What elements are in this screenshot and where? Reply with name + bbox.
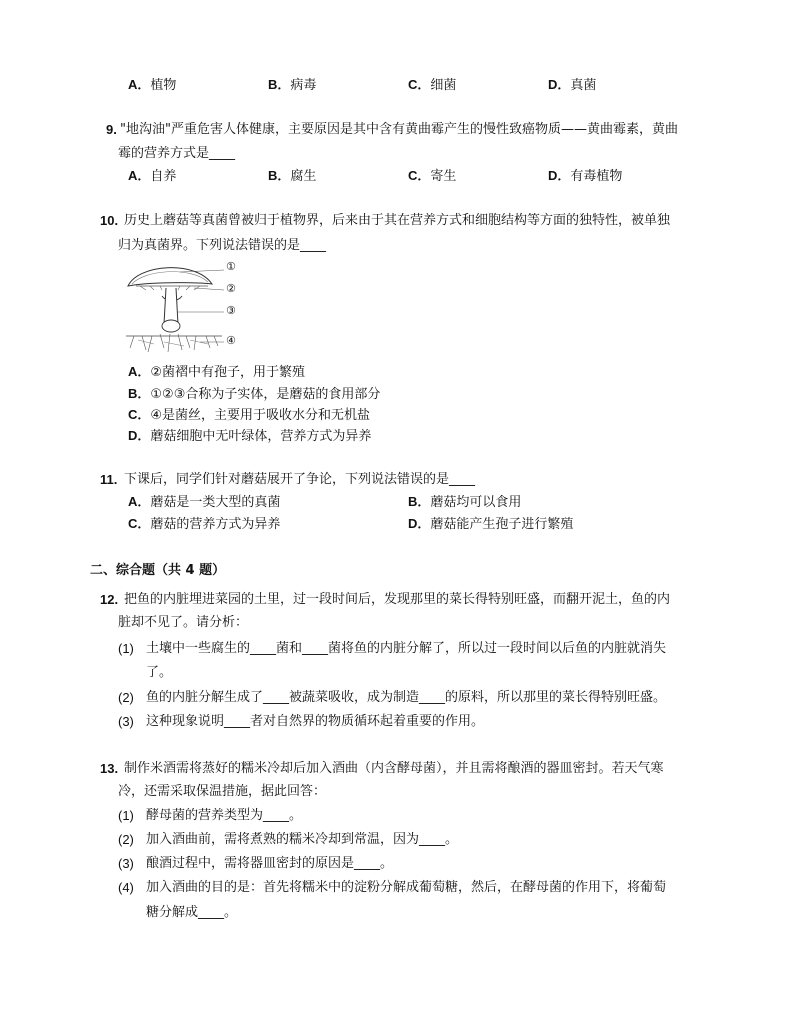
q11-option-d: D．蘑菇能产生孢子进行繁殖 xyxy=(408,516,574,532)
q10-option-d: D．蘑菇细胞中无叶绿体，营养方式为异养 xyxy=(128,428,372,444)
subquestion-number: (1) xyxy=(118,808,134,823)
q9-option-b: B．腐生 xyxy=(268,168,317,184)
subquestion-text: 土壤中一些腐生的____菌和____菌将鱼的内脏分解了，所以过一段时间以后鱼的内脏就消失 xyxy=(146,641,667,656)
section-heading: 二、综合题（共 4 题） xyxy=(90,563,226,578)
subquestion-text: 加入酒曲的目的是：首先将糯米中的淀粉分解成葡萄糖，然后，在酵母菌的作用下，将葡萄 xyxy=(146,880,667,895)
subquestion-text: 糖分解成____。 xyxy=(146,905,238,920)
subquestion-number: (1) xyxy=(118,641,134,656)
question-text: 霉的营养方式是____ xyxy=(118,146,236,161)
question-text: 脏却不见了。请分析： xyxy=(118,615,249,630)
subquestion-number: (3) xyxy=(118,856,134,871)
label-1: ① xyxy=(226,260,236,273)
question-text: 下课后，同学们针对蘑菇展开了争论，下列说法错误的是____ xyxy=(124,472,476,487)
q8-option-c: C．细菌 xyxy=(408,77,457,93)
subquestion-text: 酿酒过程中，需将器皿密封的原因是____。 xyxy=(146,856,394,871)
q8-option-d: D．真菌 xyxy=(548,77,597,93)
q10-option-b: B．①②③合称为子实体，是蘑菇的食用部分 xyxy=(128,386,381,402)
subquestion-text: 加入酒曲前，需将煮熟的糯米冷却到常温，因为____。 xyxy=(146,832,459,847)
label-2: ② xyxy=(226,282,236,295)
q11-option-b: B．蘑菇均可以食用 xyxy=(408,494,522,510)
question-text: 归为真菌界。下列说法错误的是____ xyxy=(118,238,327,253)
label-4: ④ xyxy=(226,334,236,347)
q9-option-c: C．寄生 xyxy=(408,168,457,184)
q10-option-a: A．②菌褶中有孢子，用于繁殖 xyxy=(128,364,306,380)
subquestion-text: 这种现象说明____者对自然界的物质循环起着重要的作用。 xyxy=(146,714,485,729)
subquestion-text: 鱼的内脏分解生成了____被蔬菜吸收，成为制造____的原料，所以那里的菜长得特别旺盛。 xyxy=(146,690,667,705)
subquestion-text: 酵母菌的营养类型为____。 xyxy=(146,808,303,823)
mushroom-diagram xyxy=(124,258,244,354)
q10-option-c: C．④是菌丝，主要用于吸收水分和无机盐 xyxy=(128,407,371,423)
q8-option-a: A．植物 xyxy=(128,77,177,93)
question-number: 9. xyxy=(106,122,117,137)
question-text: 历史上蘑菇等真菌曾被归于植物界，后来由于其在营养方式和细胞结构等方面的独特性，被单独 xyxy=(124,213,671,228)
question-text: 制作米酒需将蒸好的糯米冷却后加入酒曲（内含酵母菌），并且需将酿酒的器皿密封。若天气寒 xyxy=(124,761,664,776)
subquestion-number: (4) xyxy=(118,880,134,895)
q11-option-a: A．蘑菇是一类大型的真菌 xyxy=(128,494,281,510)
subquestion-number: (3) xyxy=(118,714,134,729)
subquestion-number: (2) xyxy=(118,832,134,847)
question-text: 冷，还需采取保温措施，据此回答： xyxy=(118,784,327,799)
q9-option-a: A．自养 xyxy=(128,168,177,184)
question-number: 12. xyxy=(100,592,119,607)
question-number: 13. xyxy=(100,761,119,776)
question-text: 把鱼的内脏埋进菜园的土里，过一段时间后，发现那里的菜长得特别旺盛，而翻开泥土，鱼的内 xyxy=(124,592,671,607)
subquestion-text: 了。 xyxy=(146,665,173,680)
question-number: 11. xyxy=(100,472,118,487)
question-text: "地沟油"严重危害人体健康，主要原因是其中含有黄曲霉产生的慢性致癌物质——黄曲霉素，黄曲 xyxy=(120,122,678,137)
q8-option-b: B．病毒 xyxy=(268,77,317,93)
q11-option-c: C．蘑菇的营养方式为异养 xyxy=(128,516,281,532)
label-3: ③ xyxy=(226,304,236,317)
subquestion-number: (2) xyxy=(118,690,134,705)
question-number: 10. xyxy=(100,213,119,228)
q9-option-d: D．有毒植物 xyxy=(548,168,623,184)
